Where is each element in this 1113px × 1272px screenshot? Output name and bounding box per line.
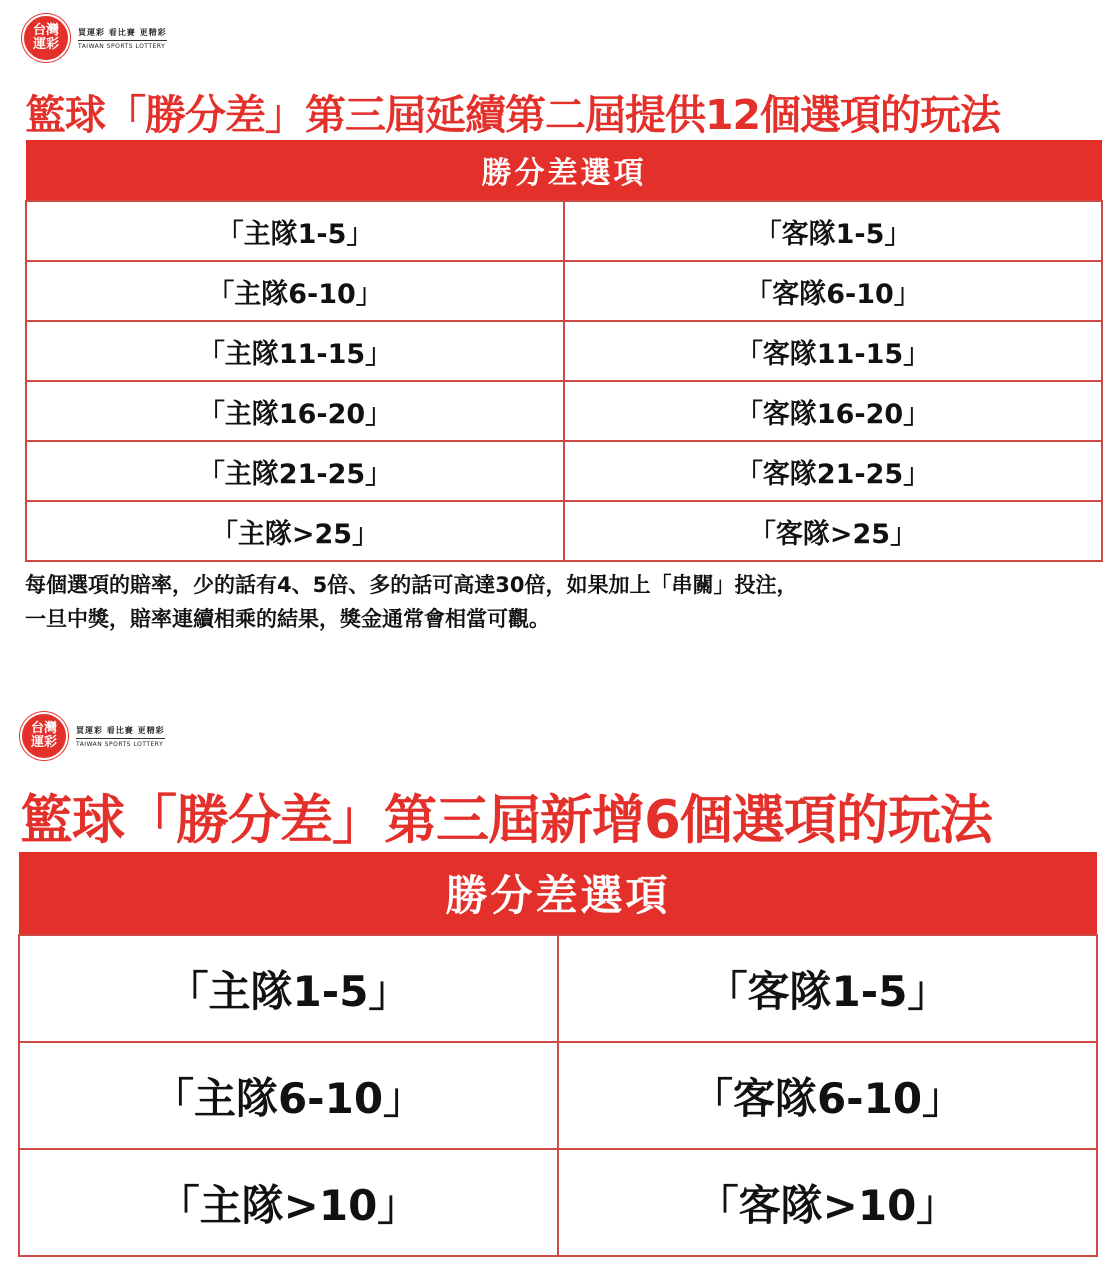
away-option: 「客隊16-20」 xyxy=(564,381,1102,441)
options-table-twelve xyxy=(25,140,1103,562)
table-row xyxy=(26,261,1102,321)
odds-note-line1: 每個選項的賠率，少的話有4、5倍、多的話可高達30倍，如果加上「串關」投注， xyxy=(25,573,798,597)
home-option: 「主隊11-15」 xyxy=(26,321,564,381)
away-option: 「客隊1-5」 xyxy=(564,201,1102,261)
table-row xyxy=(19,1042,1097,1149)
away-option: 「客隊1-5」 xyxy=(558,935,1097,1042)
table-row xyxy=(19,935,1097,1042)
away-option: 「客隊21-25」 xyxy=(564,441,1102,501)
home-option: 「主隊6-10」 xyxy=(19,1042,558,1149)
table-row xyxy=(26,201,1102,261)
logo-english: TAIWAN SPORTS LOTTERY xyxy=(78,42,166,50)
logo-english: TAIWAN SPORTS LOTTERY xyxy=(76,740,164,748)
table-row xyxy=(26,321,1102,381)
odds-note xyxy=(25,568,1095,636)
table-header: 勝分差選項 xyxy=(26,140,1102,201)
away-option: 「客隊6-10」 xyxy=(558,1042,1097,1149)
home-option: 「主隊16-20」 xyxy=(26,381,564,441)
home-option: 「主隊1-5」 xyxy=(26,201,564,261)
logo-badge-line2: 運彩 xyxy=(32,37,59,52)
away-option: 「客隊>10」 xyxy=(558,1149,1097,1256)
logo-badge-line1: 台灣 xyxy=(30,721,57,736)
away-option: 「客隊11-15」 xyxy=(564,321,1102,381)
logo-text xyxy=(76,725,165,748)
logo-slogan: 買運彩 看比賽 更精彩 xyxy=(76,725,165,739)
table-row xyxy=(26,381,1102,441)
headline-twelve-options: 籃球「勝分差」第三屆延續第二屆提供12個選項的玩法 xyxy=(25,91,1001,139)
odds-note-line2: 一旦中獎，賠率連續相乘的結果，獎金通常會相當可觀。 xyxy=(25,607,550,631)
home-option: 「主隊6-10」 xyxy=(26,261,564,321)
lottery-logo-icon xyxy=(22,14,70,62)
options-table-six xyxy=(18,852,1098,1257)
away-option: 「客隊6-10」 xyxy=(564,261,1102,321)
table-row xyxy=(26,501,1102,561)
table-row xyxy=(26,441,1102,501)
away-option: 「客隊>25」 xyxy=(564,501,1102,561)
logo-text xyxy=(78,27,167,50)
home-option: 「主隊1-5」 xyxy=(19,935,558,1042)
home-option: 「主隊>10」 xyxy=(19,1149,558,1256)
table-row xyxy=(19,1149,1097,1256)
logo-badge-line2: 運彩 xyxy=(30,735,57,750)
headline-six-options: 籃球「勝分差」第三屆新增6個選項的玩法 xyxy=(20,790,992,851)
lottery-logo-icon xyxy=(20,712,68,760)
brand-logo xyxy=(20,712,165,760)
table-header: 勝分差選項 xyxy=(19,852,1097,935)
logo-slogan: 買運彩 看比賽 更精彩 xyxy=(78,27,167,41)
home-option: 「主隊21-25」 xyxy=(26,441,564,501)
home-option: 「主隊>25」 xyxy=(26,501,564,561)
logo-badge-line1: 台灣 xyxy=(32,23,59,38)
brand-logo xyxy=(22,14,167,62)
